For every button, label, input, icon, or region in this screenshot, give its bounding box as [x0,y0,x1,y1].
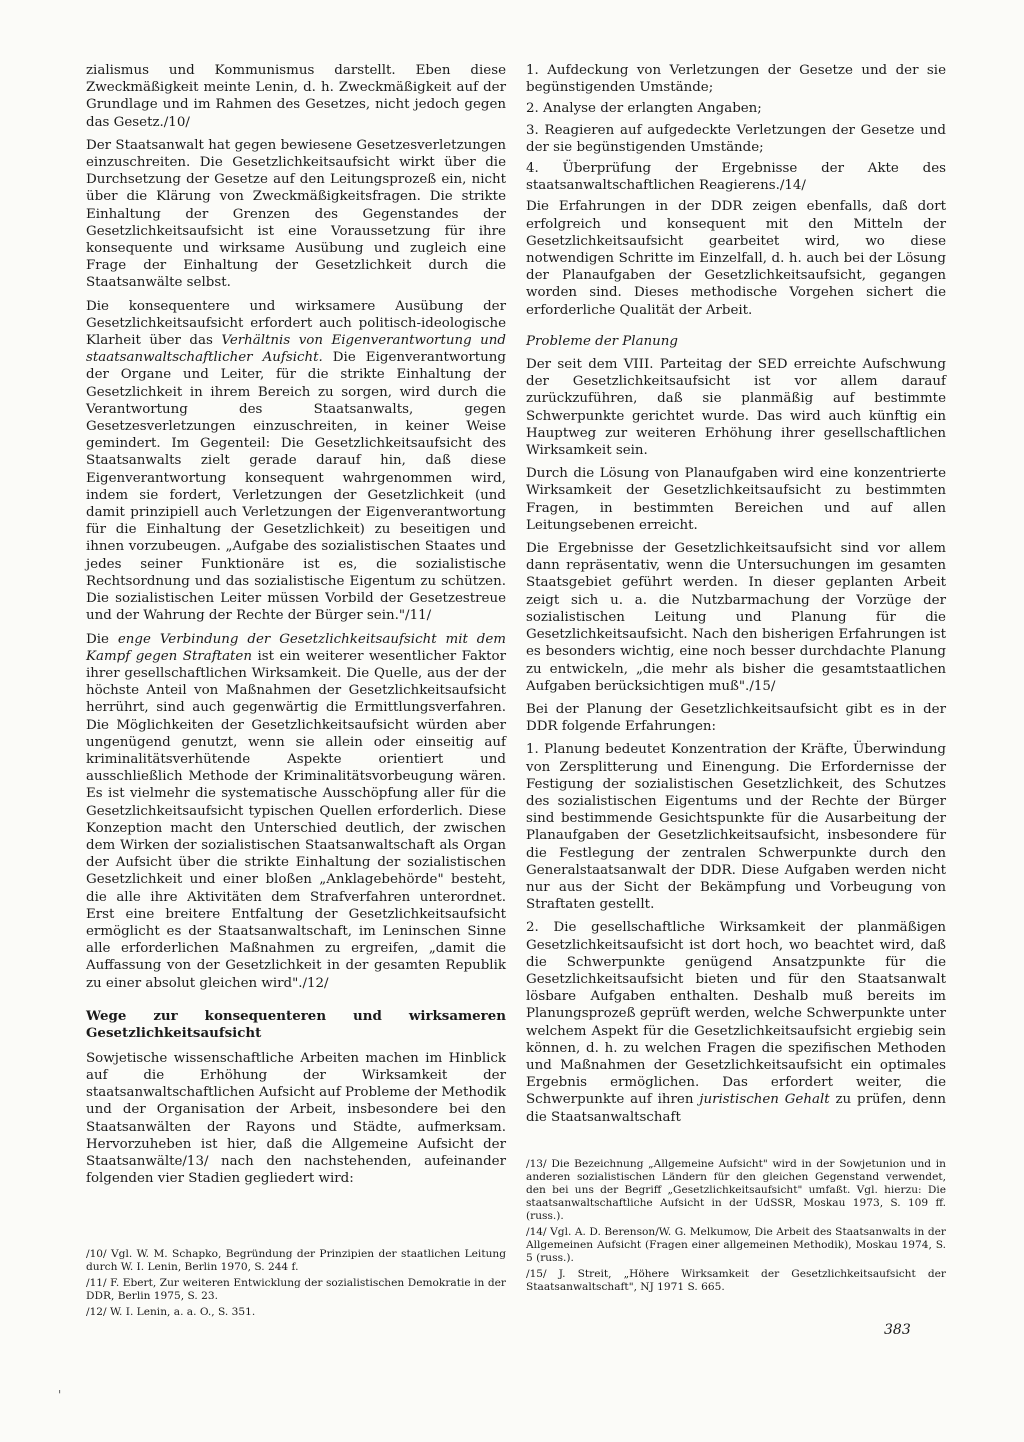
emphasis: juristischen Gehalt [699,1092,830,1108]
left-column [86,62,506,1193]
right-column [526,62,946,1132]
list-item: 4. Überprüfung der Ergebnisse der Akte des staatsanwaltschaftlichen Reagierens./14/ [526,161,946,194]
paragraph: 2. Die gesellschaftliche Wirksamkeit der planmäßigen Gesetzlichkeitsaufsicht ist dort hoch, wo beachtet wird, daß die Schwerpunkte genügend Ansatzpunkte für die Gesetzlichkeitsaufsicht bieten und für den Staatsanwalt lösbare Aufgaben enthalten. Deshalb muß bereits im Planungsprozeß geprüft werden, welche Schwerpunkte unter welchem Aspekt für die Gesetzlichkeitsaufsicht ergiebig sein können, d. h. zu welchen Fragen die spezifischen Methoden und Maßnahmen der Gesetzlichkeitsaufsicht ein optimales Ergebnis ermöglichen. Das erfordert weiter, die Schwerpunkte auf ihren juristischen Gehalt zu prüfen, denn die Staatsanwaltschaft [526,920,946,1125]
footnote: /13/ Die Bezeichnung „Allgemeine Aufsicht" wird in der Sowjetunion und in anderen sozialistischen Ländern für den gleichen Gegenstand verwendet, den bei uns der Begriff „Gesetzlichkeitsaufsicht" umfaßt. Vgl. hierzu: Die staatsanwaltschaftliche Aufsicht in der UdSSR, Moskau 1973, S. 109 ff. (russ.). [526,1158,946,1222]
paragraph: Die konsequentere und wirksamere Ausübung der Gesetzlichkeitsaufsicht erfordert auch politisch-ideologische Klarheit über das Verhältnis von Eigenverantwortung und staatsanwaltschaftlicher Aufsicht. Die Eigenverantwortung der Organe und Leiter, für die strikte Einhaltung der Gesetzlichkeit in ihrem Bereich zu sorgen, wird durch die Verantwortung des Staatsanwalts, gegen Gesetzesverletzungen einzuschreiten, in keiner Weise gemindert. Im Gegenteil: Die Gesetzlichkeitsaufsicht des Staatsanwalts zielt gerade darauf hin, daß diese Eigenverantwortung konsequent wahrgenommen wird, indem sie fordert, Verletzungen der Gesetzlichkeit (und damit prinzipiell auch Verletzungen der Eigenverantwortung für die Einhaltung der Gesetzlichkeit) zu beseitigen und ihnen vorzubeugen. „Aufgabe des sozialistischen Staates und jedes seiner Funktionäre ist es, die sozialistische Rechtsordnung und das sozialistische Eigentum zu schützen. Die sozialistischen Leiter müssen Vorbild der Gesetzestreue und der Wahrung der Rechte der Bürger sein."/11/ [86,298,506,624]
paragraph: Die enge Verbindung der Gesetzlichkeitsaufsicht mit dem Kampf gegen Straftaten ist ein weiterer wesentlicher Faktor ihrer gesellschaftlichen Wirksamkeit. Die Quelle, aus der der höchste Anteil von Maßnahmen der Gesetzlichkeitsaufsicht herrührt, sind auch gegenwärtig die Ermittlungsverfahren. Die Möglichkeiten der Gesetzlichkeitsaufsicht würden aber ungenügend genutzt, wenn sie allein oder einseitig auf kriminalitätsverhütende Aspekte orientiert und ausschließlich Methode der Kriminalitätsvorbeugung wären. Es ist vielmehr die systematische Ausschöpfung aller für die Gesetzlichkeitsaufsicht typischen Quellen erforderlich. Diese Konzeption macht den Unterschied deutlich, der zwischen dem Wirken der sozialistischen Staatsanwaltschaft als Organ der Aufsicht über die strikte Einhaltung der sozialistischen Gesetzlichkeit und einer bloßen „Anklagebehörde" besteht, die alle ihre Aktivitäten dem Strafverfahren unterordnet. Erst eine breitere Entfaltung der Gesetzlichkeitsaufsicht ermöglicht es der Staatsanwaltschaft, im Leninschen Sinne alle erforderlichen Maßnahmen zu ergreifen, „damit die Auffassung von der Gesetzlichkeit in der gesamten Republik zu einer absolut gleichen wird"./12/ [86,631,506,991]
page-number: 383 [884,1322,911,1338]
section-heading: Probleme der Planung [526,333,679,349]
right-footnotes [526,1158,946,1297]
footnote: /12/ W. I. Lenin, a. a. O., S. 351. [86,1306,256,1318]
section-heading: Wege zur konsequenteren und wirksameren Gesetzlichkeitsaufsicht [86,1007,506,1041]
stray-mark: ' [58,1388,62,1402]
footnote: /14/ Vgl. A. D. Berenson/W. G. Melkumow, Die Arbeit des Staatsanwalts in der Allgemeinen Aufsicht (Fragen einer allgemeinen Methodik), Moskau 1974, S. 5 (russ.). [526,1226,946,1264]
left-footnotes [86,1248,506,1322]
list-item: 2. Analyse der erlangten Angaben; [526,101,762,117]
list-item: 3. Reagieren auf aufgedeckte Verletzungen der Gesetze und der sie begünstigenden Umstände; [526,122,946,155]
footnote: /11/ F. Ebert, Zur weiteren Entwicklung der sozialistischen Demokratie in der DDR, Berlin 1975, S. 23. [86,1277,506,1302]
paragraph: Die Erfahrungen in der DDR zeigen ebenfalls, daß dort erfolgreich und konsequent mit den Mitteln der Gesetzlichkeitsaufsicht gearbeitet wird, wo diese notwendigen Schritte im Einzelfall, d. h. auch bei der Lösung der Planaufgaben der Gesetzlichkeitsaufsicht, gegangen worden sind. Dieses methodische Vorgehen sichert die erforderliche Qualität der Arbeit. [526,199,946,318]
paragraph: Bei der Planung der Gesetzlichkeitsaufsicht gibt es in der DDR folgende Erfahrungen: [526,701,946,735]
emphasis: Verhältnis von Eigenverantwortung und staatsanwaltschaftlicher Aufsicht. [86,333,506,366]
paragraph: Der seit dem VIII. Parteitag der SED erreichte Aufschwung der Gesetzlichkeitsaufsicht ist vor allem darauf zurückzuführen, daß sie planmäßig auf bestimmte Schwerpunkte gerichtet wurde. Das wird auch künftig ein Hauptweg zur weiteren Erhöhung ihrer gesellschaftlichen Wirksamkeit sein. [526,357,946,459]
paragraph: Durch die Lösung von Planaufgaben wird eine konzentrierte Wirksamkeit der Gesetzlichkeitsaufsicht zu bestimmten Fragen, in bestimmten Bereichen und auf allen Leitungsebenen erreicht. [526,466,946,533]
list-item: 1. Aufdeckung von Verletzungen der Gesetze und der sie begünstigenden Umstände; [526,63,946,96]
paragraph: Die Ergebnisse der Gesetzlichkeitsaufsicht sind vor allem dann repräsentativ, wenn die Untersuchungen im gesamten Staatsgebiet geführt werden. In dieser geplanten Arbeit zeigt sich u. a. die Nutzbarmachung der Vorzüge der sozialistischen Leitung und Planung für die Gesetzlichkeitsaufsicht. Nach den bisherigen Erfahrungen ist es besonders wichtig, eine noch besser durchdachte Planung zu entwickeln, „die mehr als bisher die gesamtstaatlichen Aufgaben berücksichtigen muß"./15/ [526,541,946,694]
paragraph: Sowjetische wissenschaftliche Arbeiten machen im Hinblick auf die Erhöhung der Wirksamkeit der staatsanwaltschaftlichen Aufsicht auf Probleme der Methodik und der Organisation der Arbeit, insbesondere bei den Staatsanwälten der Rayons und Städte, aufmerksam. Hervorzuheben ist hier, daß die Allgemeine Aufsicht der Staatsanwälte/13/ nach den nachstehenden, aufeinander folgenden vier Stadien gegliedert wird: [86,1050,506,1187]
footnote: /10/ Vgl. W. M. Schapko, Begründung der Prinzipien der staatlichen Leitung durch W. I. Lenin, Berlin 1970, S. 244 f. [86,1248,506,1273]
paragraph: 1. Planung bedeutet Konzentration der Kräfte, Überwindung von Zersplitterung und Einengung. Die Erfordernisse der Festigung der sozialistischen Gesetzlichkeit, des Schutzes des sozialistischen Eigentums und der Rechte der Bürger sind bestimmende Gesichtspunkte für die Ausarbeitung der Planaufgaben der Gesetzlichkeitsaufsicht, insbesondere für die Festlegung der zentralen Schwerpunkte durch den Generalstaatsanwalt der DDR. Diese Aufgaben werden nicht nur aus der Sicht der Bekämpfung und Vorbeugung von Straftaten gestellt. [526,742,946,913]
emphasis: enge Verbindung der Gesetzlichkeitsaufsicht mit dem Kampf gegen Straftaten [86,631,506,664]
paragraph: zialismus und Kommunismus darstellt. Eben diese Zweckmäßigkeit meinte Lenin, d. h. Zweckmäßigkeit auf der Grundlage und im Rahmen des Gesetzes, nicht jedoch gegen das Gesetz./10/ [86,63,506,130]
paragraph: Der Staatsanwalt hat gegen bewiesene Gesetzesverletzungen einzuschreiten. Die Gesetzlichkeitsaufsicht wirkt über die Durchsetzung der Gesetze auf den Leitungsprozeß ein, nicht über die Klärung von Zweckmäßigkeitsfragen. Die strikte Einhaltung der Grenzen des Gegenstandes der Gesetzlichkeitsaufsicht ist eine Voraussetzung für ihre konsequente und wirksame Ausübung und zugleich eine Frage der Einhaltung der Gesetzlichkeit durch die Staatsanwälte selbst. [86,137,506,291]
footnote: /15/ J. Streit, „Höhere Wirksamkeit der Gesetzlichkeitsaufsicht der Staatsanwaltschaft", NJ 1971 S. 665. [526,1268,946,1293]
